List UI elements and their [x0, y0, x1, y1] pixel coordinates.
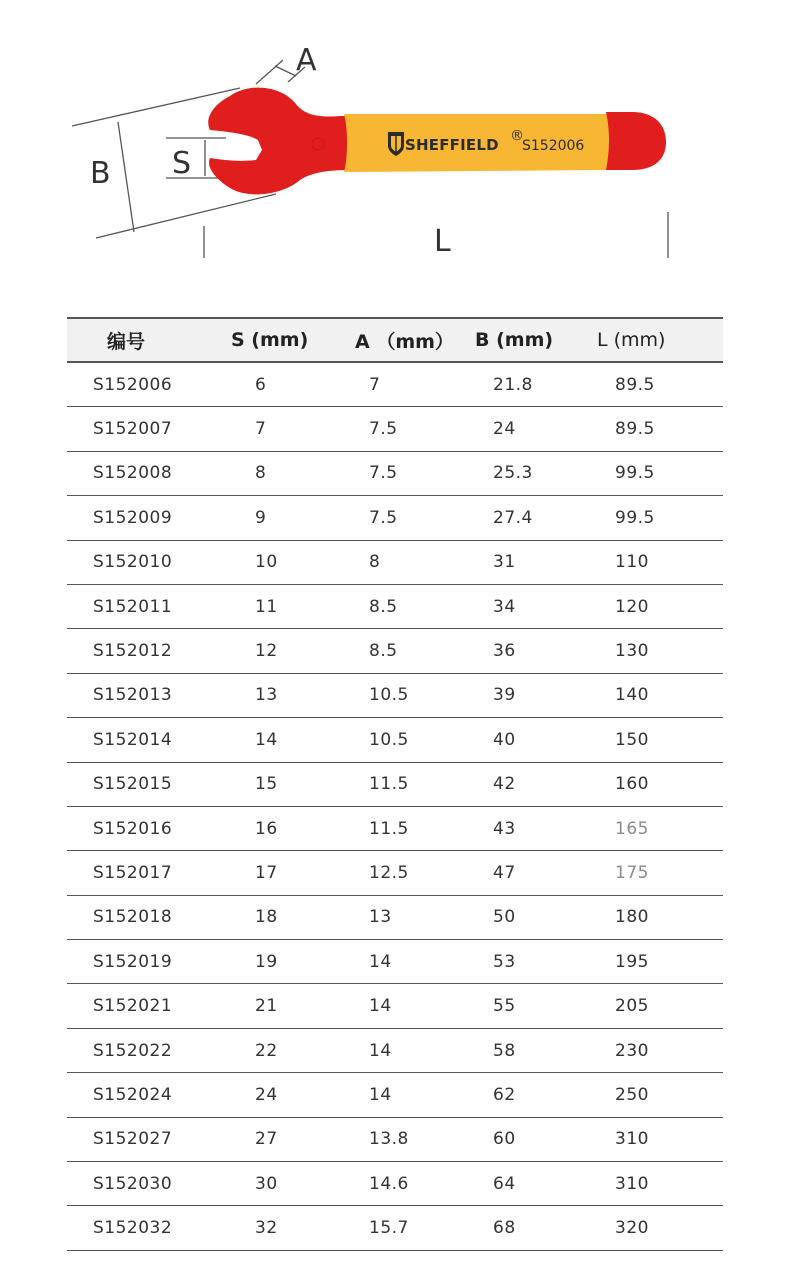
header-model: 编号: [107, 330, 146, 353]
cell-model: S152032: [93, 1218, 173, 1239]
table-row: [67, 940, 723, 984]
dimension-label-s: S: [172, 146, 192, 181]
dimension-label-l: L: [434, 224, 451, 259]
table-row: [67, 1162, 723, 1206]
cell-s: 17: [255, 862, 278, 883]
cell-a: 13: [369, 907, 392, 928]
dimension-label-a: A: [296, 43, 317, 78]
cell-a: 14: [369, 951, 392, 972]
cell-model: S152027: [93, 1129, 173, 1150]
cell-b: 50: [493, 907, 516, 928]
cell-s: 11: [255, 596, 278, 617]
cell-s: 8: [255, 463, 267, 484]
cell-a: 7: [369, 374, 381, 395]
cell-l: 320: [615, 1218, 649, 1239]
table-row: [67, 1118, 723, 1162]
cell-b: 60: [493, 1129, 516, 1150]
wrench: [208, 88, 666, 195]
header-a: A （mm）: [355, 330, 454, 353]
cell-l: 180: [615, 907, 649, 928]
cell-b: 31: [493, 552, 516, 573]
cell-l: 310: [615, 1173, 649, 1194]
cell-l: 205: [615, 996, 649, 1017]
cell-b: 34: [493, 596, 516, 617]
dimension-label-b: B: [90, 156, 111, 191]
cell-l: 99.5: [615, 507, 655, 528]
cell-a: 11.5: [369, 818, 409, 839]
cell-model: S152024: [93, 1084, 173, 1105]
brand-name: SHEFFIELD: [405, 136, 499, 154]
cell-s: 14: [255, 729, 278, 750]
cell-s: 24: [255, 1084, 278, 1105]
cell-b: 42: [493, 774, 516, 795]
cell-s: 30: [255, 1173, 278, 1194]
cell-a: 14: [369, 1084, 392, 1105]
cell-l: 165: [615, 818, 649, 839]
cell-model: S152021: [93, 996, 173, 1017]
spec-table: [67, 317, 723, 1251]
cell-a: 10.5: [369, 729, 409, 750]
cell-b: 27.4: [493, 507, 533, 528]
cell-a: 14: [369, 1040, 392, 1061]
cell-model: S152017: [93, 862, 173, 883]
cell-a: 12.5: [369, 862, 409, 883]
table-row: [67, 629, 723, 673]
table-row: [67, 585, 723, 629]
cell-a: 7.5: [369, 419, 398, 440]
table-row: [67, 1206, 723, 1250]
cell-model: S152013: [93, 685, 173, 706]
cell-l: 140: [615, 685, 649, 706]
table-body: [67, 363, 723, 1251]
cell-s: 16: [255, 818, 278, 839]
header-b: B (mm): [475, 329, 554, 351]
table-header: [67, 319, 723, 363]
cell-l: 110: [615, 552, 649, 573]
cell-model: S152008: [93, 463, 173, 484]
cell-a: 15.7: [369, 1218, 409, 1239]
cell-b: 43: [493, 818, 516, 839]
cell-s: 15: [255, 774, 278, 795]
cell-b: 47: [493, 862, 516, 883]
cell-l: 130: [615, 641, 649, 662]
cell-b: 24: [493, 419, 516, 440]
cell-a: 10.5: [369, 685, 409, 706]
cell-model: S152016: [93, 818, 173, 839]
cell-b: 58: [493, 1040, 516, 1061]
cell-s: 13: [255, 685, 278, 706]
cell-b: 25.3: [493, 463, 533, 484]
cell-model: S152012: [93, 641, 173, 662]
cell-b: 68: [493, 1218, 516, 1239]
cell-model: S152022: [93, 1040, 173, 1061]
cell-l: 89.5: [615, 419, 655, 440]
cell-a: 8.5: [369, 596, 398, 617]
table-row: [67, 896, 723, 940]
cell-l: 99.5: [615, 463, 655, 484]
cell-l: 250: [615, 1084, 649, 1105]
table-row: [67, 1073, 723, 1117]
wrench-head: [208, 88, 350, 195]
cell-model: S152018: [93, 907, 173, 928]
cell-model: S152014: [93, 729, 173, 750]
cell-s: 18: [255, 907, 278, 928]
table-row: [67, 763, 723, 807]
cell-a: 14: [369, 996, 392, 1017]
registered-mark: ®: [510, 128, 524, 144]
wrench-end-cap: [606, 112, 666, 170]
cell-a: 14.6: [369, 1173, 409, 1194]
cell-b: 21.8: [493, 374, 533, 395]
cell-l: 89.5: [615, 374, 655, 395]
table-row: [67, 984, 723, 1028]
cell-a: 7.5: [369, 507, 398, 528]
cell-model: S152009: [93, 507, 173, 528]
table-row: [67, 496, 723, 540]
cell-s: 12: [255, 641, 278, 662]
table-row: [67, 674, 723, 718]
table-row: [67, 1029, 723, 1073]
table-row: [67, 851, 723, 895]
table-row: [67, 452, 723, 496]
header-l: L (mm): [597, 329, 666, 351]
cell-l: 160: [615, 774, 649, 795]
cell-s: 10: [255, 552, 278, 573]
cell-b: 64: [493, 1173, 516, 1194]
cell-s: 19: [255, 951, 278, 972]
cell-a: 7.5: [369, 463, 398, 484]
cell-model: S152011: [93, 596, 173, 617]
wrench-model-label: S152006: [522, 138, 585, 154]
table-row: [67, 541, 723, 585]
cell-model: S152019: [93, 951, 173, 972]
cell-a: 8.5: [369, 641, 398, 662]
cell-l: 310: [615, 1129, 649, 1150]
cell-b: 55: [493, 996, 516, 1017]
table-row: [67, 363, 723, 407]
cell-s: 27: [255, 1129, 278, 1150]
cell-model: S152030: [93, 1173, 173, 1194]
table-row: [67, 718, 723, 762]
cell-s: 32: [255, 1218, 278, 1239]
cell-model: S152015: [93, 774, 173, 795]
cell-model: S152007: [93, 419, 173, 440]
cell-a: 13.8: [369, 1129, 409, 1150]
cell-s: 21: [255, 996, 278, 1017]
cell-a: 11.5: [369, 774, 409, 795]
cell-model: S152010: [93, 552, 173, 573]
cell-l: 120: [615, 596, 649, 617]
cell-s: 7: [255, 419, 267, 440]
cell-s: 6: [255, 374, 267, 395]
cell-s: 9: [255, 507, 267, 528]
cell-l: 195: [615, 951, 649, 972]
cell-l: 150: [615, 729, 649, 750]
cell-l: 230: [615, 1040, 649, 1061]
cell-b: 53: [493, 951, 516, 972]
wrench-diagram: [0, 0, 790, 290]
table-row: [67, 807, 723, 851]
cell-b: 62: [493, 1084, 516, 1105]
cell-b: 39: [493, 685, 516, 706]
cell-model: S152006: [93, 374, 173, 395]
cell-b: 40: [493, 729, 516, 750]
cell-a: 8: [369, 552, 381, 573]
cell-l: 175: [615, 862, 649, 883]
cell-b: 36: [493, 641, 516, 662]
cell-s: 22: [255, 1040, 278, 1061]
table-row: [67, 407, 723, 451]
header-s: S (mm): [231, 329, 309, 351]
